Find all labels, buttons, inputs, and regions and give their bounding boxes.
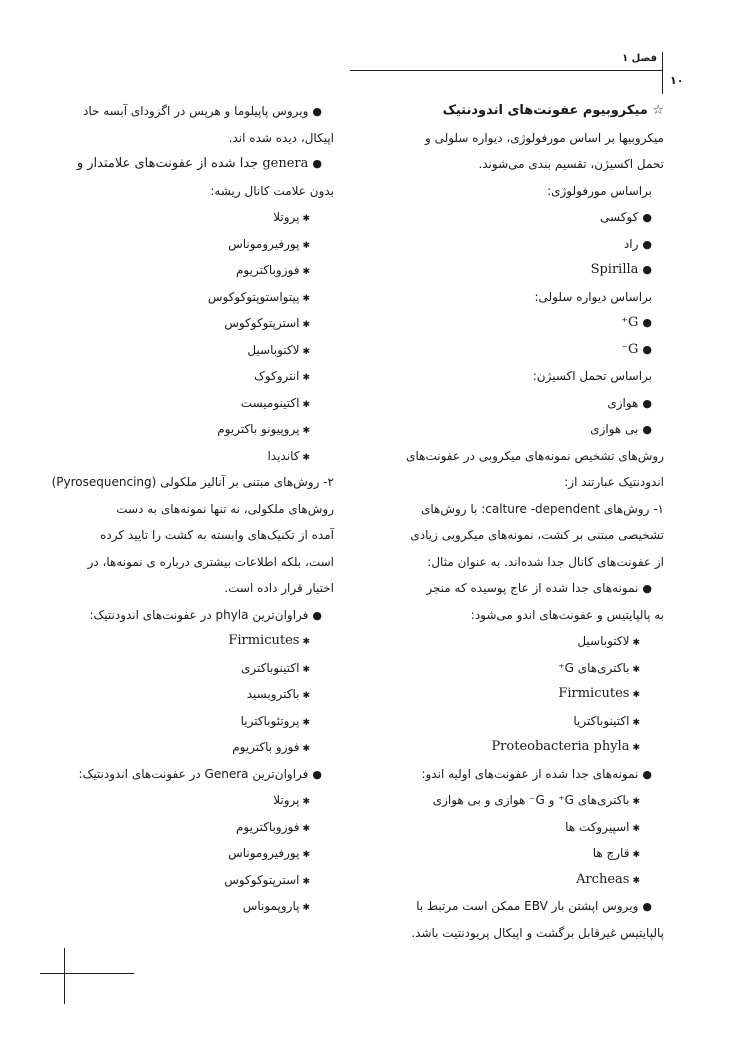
star-item (382, 681, 664, 708)
bullet-item (382, 310, 664, 337)
asterisk-icon: ✱ (302, 717, 310, 728)
line-text: به پالپایتیس و عفونت‌های اندو می‌شود: (470, 607, 664, 622)
star-item (72, 655, 334, 682)
line-text: از عفونت‌های کانال جدا شده‌اند. به عنوان مثال: (427, 554, 664, 569)
asterisk-icon: ✱ (302, 876, 310, 887)
crop-mark-horizontal (40, 973, 134, 974)
star-item (72, 443, 334, 470)
bullet-icon: ● (312, 105, 322, 118)
line-text: فوزوباکتریوم (236, 263, 300, 277)
line-text: باکتری‌های G⁺ (558, 660, 630, 675)
line-text: نمونه‌های جدا شده از عاج پوسیده که منجر (426, 581, 639, 595)
bullet-icon: ● (642, 211, 652, 224)
line-text: پپتواستوپتوکوکوس (207, 289, 300, 304)
asterisk-icon: ✱ (302, 903, 310, 913)
line-text: Proteobacteria phyla (491, 739, 630, 754)
line-text: لاکتوباسیل (247, 342, 300, 357)
star-item (382, 787, 664, 814)
line-text: اندودنتیک عبارتند از: (564, 475, 664, 489)
line-text: فوزوباکتریوم (236, 819, 300, 834)
paragraph-line (382, 125, 664, 152)
paragraph-line (51, 469, 334, 496)
star-item (72, 628, 334, 655)
asterisk-icon: ✱ (302, 691, 310, 701)
bullet-item (382, 204, 664, 231)
asterisk-icon: ✱ (632, 850, 640, 860)
line-text: پورفیروموناس (228, 846, 300, 860)
left-column (51, 98, 334, 920)
line-text: پروتلا (273, 793, 300, 807)
paragraph-line (382, 920, 664, 947)
line-text: پورفیروموناس (228, 236, 300, 251)
line-text: فراوان‌ترین phyla در عفونت‌های اندودنتیک: (89, 607, 309, 622)
header-rule (350, 70, 662, 71)
line-text: ۱- روش‌های calture -dependent: با روش‌های (420, 501, 664, 516)
asterisk-icon: ✱ (632, 638, 640, 648)
line-text: براساس تحمل اکسیژن: (532, 369, 652, 383)
subheading (382, 284, 664, 311)
paragraph-line (382, 549, 664, 576)
paragraph-line (72, 178, 334, 205)
line-text: ۲- روش‌های مبتنی بر آنالیز ملکولی (Pyrosequencing) (51, 475, 334, 489)
star-item (72, 231, 334, 258)
line-text: استرپتوکوکوس (224, 316, 300, 330)
bullet-icon: ● (642, 316, 652, 329)
line-text: اپیکال، دیده شده اند. (228, 130, 334, 145)
asterisk-icon: ✱ (302, 267, 310, 277)
star-item (382, 628, 664, 655)
star-item (382, 867, 664, 894)
line-text: ویروس پاپیلوما و هرپس در اگزودای آبسه حاد (82, 104, 309, 118)
star-item (72, 416, 334, 443)
line-text: G⁺ (621, 315, 639, 330)
star-item (72, 814, 334, 841)
asterisk-icon: ✱ (632, 690, 640, 700)
paragraph-line (382, 443, 664, 470)
star-item (72, 893, 334, 920)
asterisk-icon: ✱ (302, 797, 310, 807)
line-text: روش‌های ملکولی، نه تنها نمونه‌های به دست (116, 501, 334, 516)
star-item (382, 708, 664, 735)
paragraph-line (382, 602, 664, 629)
line-text: براساس مورفولوژی: (547, 183, 652, 198)
star-item (72, 390, 334, 417)
section-heading (382, 98, 664, 125)
bullet-icon: ● (642, 237, 652, 251)
asterisk-icon: ✱ (632, 717, 640, 728)
line-text: نمونه‌های جدا شده از عفونت‌های اولیه اندو: (421, 766, 639, 781)
star-item (72, 867, 334, 894)
bullet-icon: ● (312, 608, 322, 622)
line-text: G⁻ (621, 341, 639, 357)
line-text: ویروس اپشتن بار EBV ممکن است مرتبط با (416, 899, 639, 913)
asterisk-icon: ✱ (632, 875, 640, 886)
line-text: پروتلا (273, 210, 300, 224)
paragraph-line (382, 496, 664, 523)
line-text: آمده از تکنیک‌های وابسته به کشت را تایید کرده (100, 528, 334, 542)
bullet-item (382, 761, 664, 788)
bullet-icon: ● (642, 263, 652, 276)
subheading (382, 178, 664, 205)
bullet-item (382, 416, 664, 443)
star-item (72, 257, 334, 284)
line-text: genera جدا شده از عفونت‌های علامتدار و (76, 156, 309, 171)
line-text: است، بلکه اطلاعات بیشتری درباره ی نمونه‌ها، در (87, 554, 334, 569)
line-text: تحمل اکسیژن، تقسیم بندی می‌شوند. (478, 157, 664, 171)
bullet-item (382, 390, 664, 417)
paragraph-line (72, 496, 334, 523)
line-text: کوکسی (600, 210, 639, 224)
bullet-icon: ● (642, 396, 652, 410)
paragraph-line (382, 151, 664, 178)
right-column (382, 98, 664, 946)
bullet-item (382, 231, 664, 258)
line-text: پروپیونو باکتریوم (217, 422, 300, 436)
line-text: بی هوازی (590, 422, 639, 436)
star-item (72, 840, 334, 867)
asterisk-icon: ✱ (302, 637, 310, 647)
bullet-item (382, 257, 664, 284)
line-text: اکتینوباکتری (241, 660, 300, 675)
bullet-icon: ● (642, 342, 652, 356)
asterisk-icon: ✱ (302, 426, 310, 436)
line-text: Spirilla (590, 262, 639, 277)
asterisk-icon: ✱ (302, 823, 310, 834)
asterisk-icon: ✱ (302, 399, 310, 410)
line-text: براساس دیواره سلولی: (534, 289, 652, 304)
star-item (72, 284, 334, 311)
bullet-icon: ● (642, 767, 652, 781)
asterisk-icon: ✱ (302, 373, 310, 383)
line-text: روش‌های تشخیص نمونه‌های میکروبی در عفونت‌های (406, 448, 664, 463)
line-text: استرپتوکوکوس (224, 872, 300, 887)
asterisk-icon: ✱ (632, 797, 640, 807)
line-text: Firmicutes (228, 633, 300, 648)
line-text: کاندیدا (267, 448, 300, 463)
star-item (72, 708, 334, 735)
asterisk-icon: ✱ (632, 823, 640, 834)
line-text: لاکتوباسیل (577, 634, 630, 648)
line-text: اکتینومیست (240, 395, 300, 410)
star-item (72, 310, 334, 337)
line-text: تشخیصی مبتنی بر کشت، نمونه‌های میکروبی زیادی (410, 528, 664, 542)
star-item (382, 655, 664, 682)
line-text: اختیار قرار داده است. (224, 581, 334, 595)
line-text: اسپیروکت ها (565, 819, 630, 834)
line-text: اکتینوباکتریا (573, 713, 630, 728)
asterisk-icon: ✱ (302, 664, 310, 675)
paragraph-line (382, 469, 664, 496)
bullet-icon: ● (642, 900, 652, 913)
line-text: Firmicutes (558, 686, 630, 701)
bullet-icon: ● (642, 582, 652, 595)
paragraph-line (382, 522, 664, 549)
line-text: فراوان‌ترین Genera در عفونت‌های اندودنتیک: (78, 766, 309, 781)
star-item (72, 681, 334, 708)
line-text: انتروکوک (254, 369, 300, 383)
line-text: پالپایتیس غیرقابل برگشت و اپیکال پریودنتیت باشد. (411, 925, 664, 940)
line-text: میکروبیها بر اساس مورفولوژی، دیواره سلولی و (424, 130, 664, 145)
bullet-item (382, 893, 664, 920)
star-item (382, 814, 664, 841)
bullet-item (382, 337, 664, 364)
bullet-icon: ● (312, 767, 322, 781)
subheading (382, 363, 664, 390)
bullet-icon: ● (312, 157, 322, 170)
asterisk-icon: ✱ (302, 240, 310, 251)
asterisk-icon: ✱ (632, 743, 640, 753)
star-item (72, 363, 334, 390)
bullet-item (382, 575, 664, 602)
bullet-icon: ● (642, 423, 652, 436)
crop-mark-vertical (64, 948, 65, 1004)
chapter-label: فصل ۱ (622, 53, 657, 64)
star-item (72, 734, 334, 761)
line-text: باکتری‌های G⁺ و G⁻ هوازی و بی هوازی (432, 793, 630, 807)
asterisk-icon: ✱ (302, 452, 310, 463)
line-text: قارچ ها (592, 846, 630, 860)
paragraph-line (72, 549, 334, 576)
page-number: ۱۰ (670, 74, 684, 87)
line-text: ☆ میکروبیوم عفونت‌های اندودنتیک (442, 103, 664, 118)
header-divider (662, 52, 663, 94)
star-item (382, 840, 664, 867)
line-text: هوازی (607, 395, 639, 410)
star-item (382, 734, 664, 761)
star-item (72, 204, 334, 231)
asterisk-icon: ✱ (302, 293, 310, 304)
star-item (72, 787, 334, 814)
paragraph-line (72, 522, 334, 549)
line-text: فوزو باکتریوم (232, 740, 300, 754)
line-text: راد (623, 236, 639, 251)
asterisk-icon: ✱ (632, 664, 640, 675)
line-text: پروتئوباکتریا (240, 713, 300, 728)
asterisk-icon: ✱ (302, 346, 310, 357)
bullet-item (72, 602, 334, 629)
paragraph-line (72, 125, 334, 152)
line-text: Archeas (576, 871, 630, 887)
asterisk-icon: ✱ (302, 320, 310, 330)
line-text: بدون علامت کانال ریشه: (210, 183, 334, 198)
line-text: باکتروبسید (246, 687, 300, 701)
bullet-item (72, 761, 334, 788)
asterisk-icon: ✱ (302, 214, 310, 224)
paragraph-line (72, 575, 334, 602)
bullet-item (72, 151, 334, 178)
star-item (72, 337, 334, 364)
asterisk-icon: ✱ (302, 744, 310, 754)
line-text: پاروپموناس (242, 899, 300, 913)
asterisk-icon: ✱ (302, 850, 310, 860)
bullet-item (72, 98, 334, 125)
